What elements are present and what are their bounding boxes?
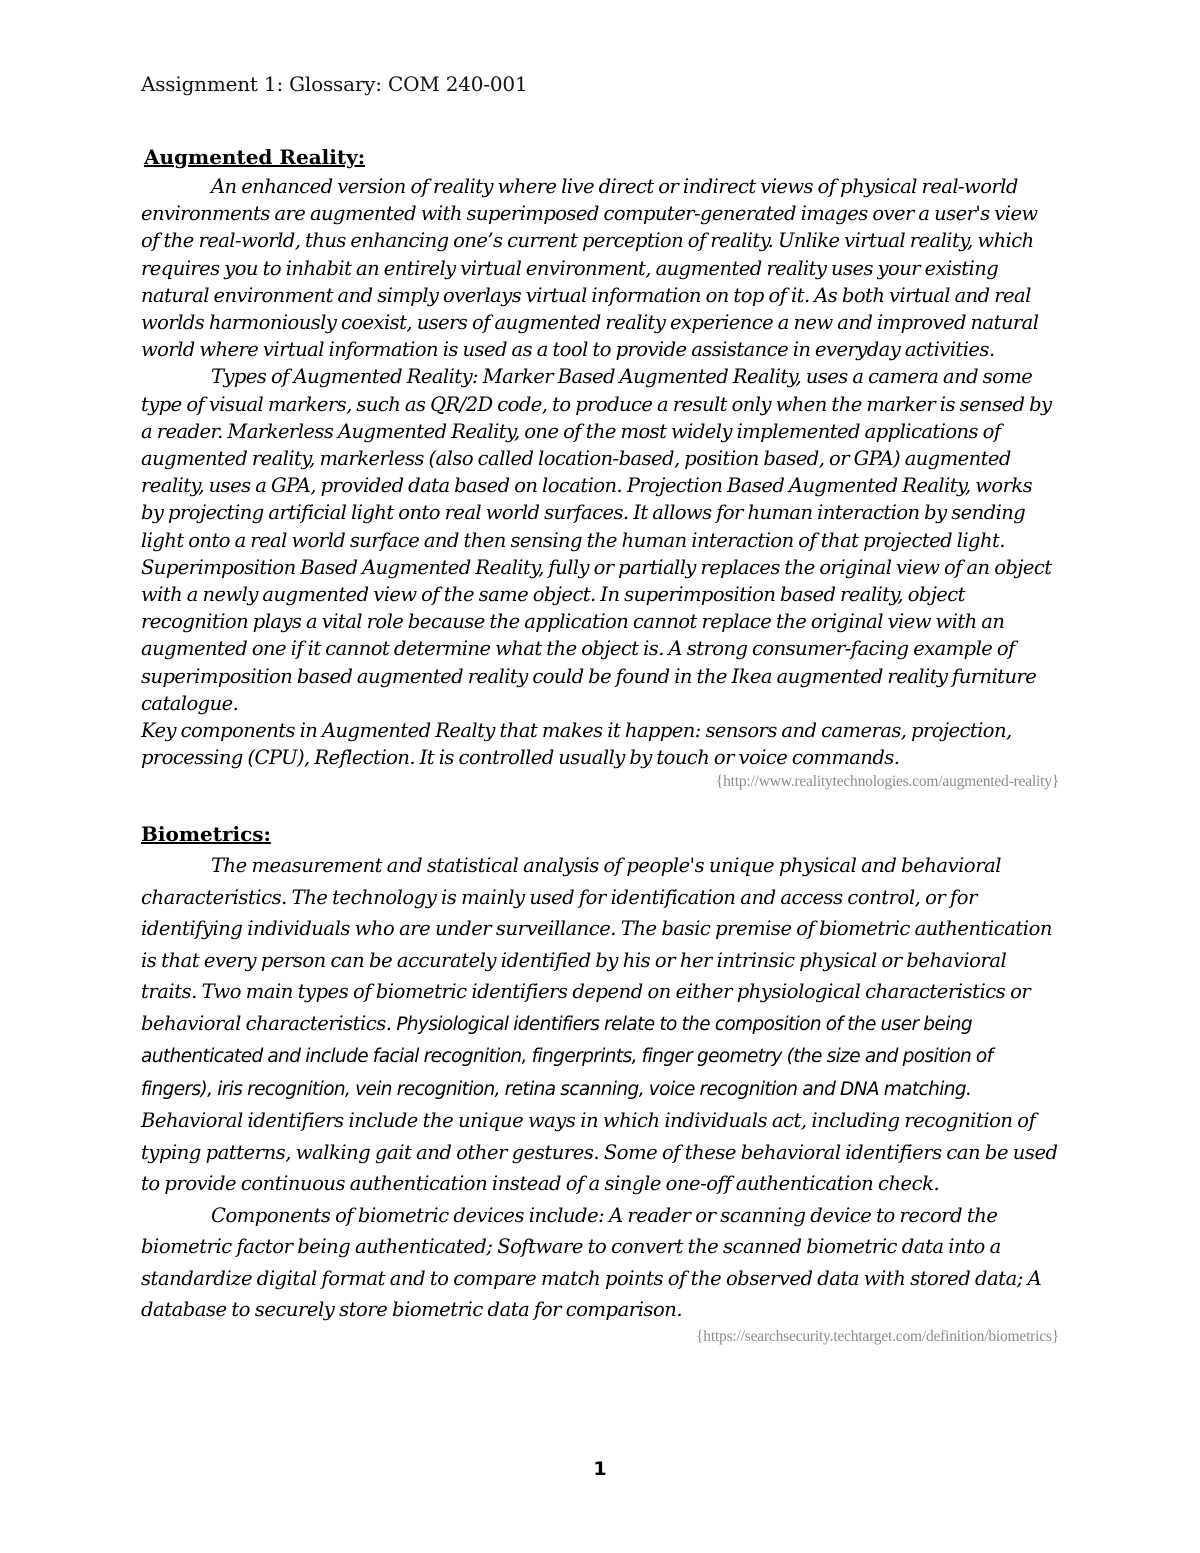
ar-source-citation: {http://www.realitytechnologies.com/augmented-reality}: [715, 773, 1059, 791]
ar-types-paragraph: Types of Augmented Reality: Marker Based Augmented Reality, uses a camera and some type of visual markers, such as QR/2D code, to produce a result only when the marker is sensed by a reader. Markerless Augmented Reality, one of the most widely implemented applications of augmented reality, markerless (also called location-based, position based, or GPA) augmented reality, uses a GPA, provided data based on location. Projection Based Augmented Reality, works by projecting artificial light onto real world surfaces. It allows for human interaction by sending light onto a real world surface and then sensing the human interaction of that projected light. Superimposition Based Augmented Reality, fully or partially replaces the original view of an object with a newly augmented view of the same object. In superimposition based reality, object recognition plays a vital role because the application cannot replace the original view with an augmented one if it cannot determine what the object is. A strong consumer-facing example of superimposition based augmented reality could be found in the Ikea augmented reality furniture catalogue.: [141, 365, 1052, 715]
section-biometrics: [141, 822, 1059, 1346]
bio-components-paragraph: Components of biometric devices include: A reader or scanning device to record the biometric factor being authenticated; Software to convert the scanned biometric data into a standardize digital format and to compare match points of the observed data with stored data; A database to securely store biometric data for comparison.: [141, 1203, 1042, 1321]
ar-components-paragraph: Key components in Augmented Realty that makes it happen: sensors and cameras, projection, processing (CPU), Reflection. It is controlled usually by touch or voice commands.: [141, 719, 1012, 770]
section-title-augmented-reality: Augmented Reality:: [144, 145, 366, 169]
bio-definition-text: The measurement and statistical analysis of people's unique physical and behavioral characteristics. The technology is mainly used for identification and access control, or for identifying individuals who are under surveillance. The basic premise of biometric authentication is that every person can be accurately identified by his or her intrinsic physical or behavioral traits. Two main types of biometric identifiers depend on either physiological characteristics or behavioral characteristics.: [141, 854, 1052, 1035]
ar-definition-paragraph: An enhanced version of reality where live direct or indirect views of physical real-world environments are augmented with superimposed computer-generated images over a user's view of the real-world, thus enhancing one’s current perception of reality. Unlike virtual reality, which requires you to inhabit an entirely virtual environment, augmented reality uses your existing natural environment and simply overlays virtual information on top of it. As both virtual and real worlds harmoniously coexist, users of augmented reality experience a new and improved natural world where virtual information is used as a tool to provide assistance in everyday activities.: [141, 175, 1039, 362]
page-number: 1: [593, 1458, 607, 1480]
bio-physiological-text: Physiological identifiers relate to the composition of the user being authenticated and include facial recognition, fingerprints, finger geometry (the size and position of fingers), iris recognition, vein recognition, retina scanning, voice recognition and DNA matching.: [141, 1013, 993, 1100]
section-title-biometrics: Biometrics:: [141, 822, 271, 846]
document-header: Assignment 1: Glossary: COM 240-001: [141, 72, 528, 96]
bio-source-citation: {https://searchsecurity.techtarget.com/definition/biometrics}: [696, 1327, 1059, 1345]
section-augmented-reality: [141, 145, 1059, 791]
bio-definition-paragraph: [141, 850, 1059, 1200]
bio-behavioral-text: Behavioral identifiers include the unique ways in which individuals act, including recognition of typing patterns, walking gait and other gestures. Some of these behavioral identifiers can be used to provide continuous authentication instead of a single one-off authentication check.: [141, 1109, 1058, 1195]
